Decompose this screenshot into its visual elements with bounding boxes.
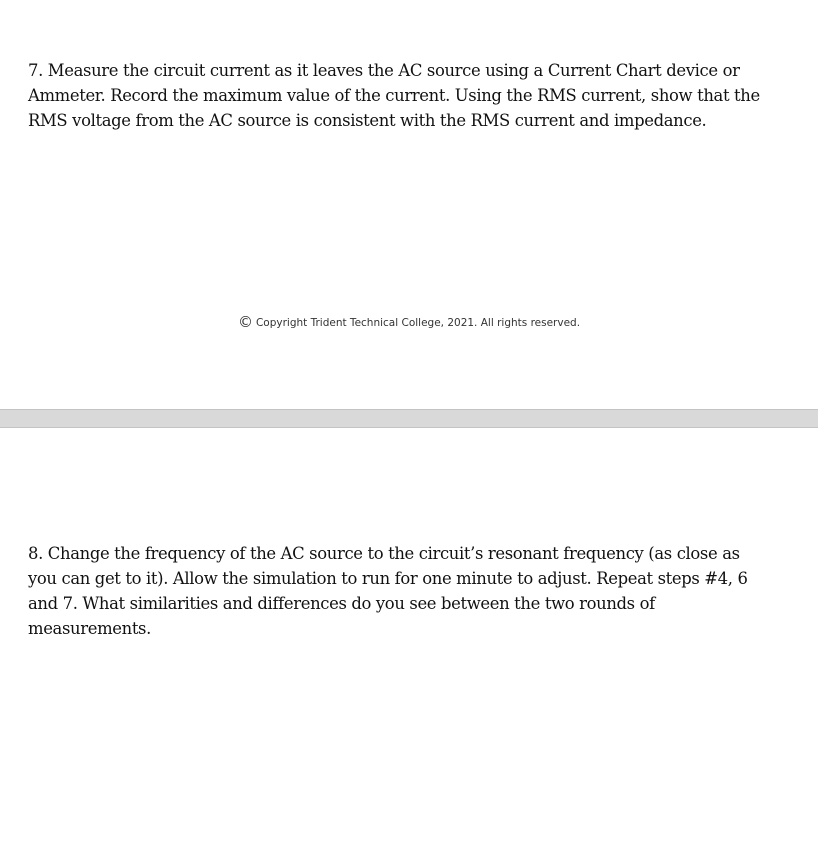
question-7-line: 7. Measure the circuit current as it leaves the AC source using a Current Chart device or bbox=[28, 61, 740, 80]
question-8-line: 8. Change the frequency of the AC source to the circuit’s resonant frequency (as close as bbox=[28, 544, 740, 563]
copyright-footer bbox=[0, 313, 818, 331]
copyright-text: Copyright Trident Technical College, 2021. All rights reserved. bbox=[255, 317, 581, 329]
question-8-line: measurements. bbox=[28, 619, 151, 638]
copyright-icon: © bbox=[237, 313, 253, 331]
document-page-2 bbox=[0, 428, 818, 862]
question-7-line: RMS voltage from the AC source is consistent with the RMS current and impedance. bbox=[28, 111, 707, 130]
question-7-paragraph bbox=[28, 58, 788, 133]
question-8-line: and 7. What similarities and differences do you see between the two rounds of bbox=[28, 594, 655, 613]
question-8-paragraph bbox=[28, 541, 788, 641]
page-separator bbox=[0, 409, 818, 428]
document-page-1 bbox=[0, 0, 818, 409]
question-7-line: Ammeter. Record the maximum value of the current. Using the RMS current, show that the bbox=[28, 86, 760, 105]
question-8-line: you can get to it). Allow the simulation to run for one minute to adjust. Repeat steps #4, 6 bbox=[28, 569, 748, 588]
